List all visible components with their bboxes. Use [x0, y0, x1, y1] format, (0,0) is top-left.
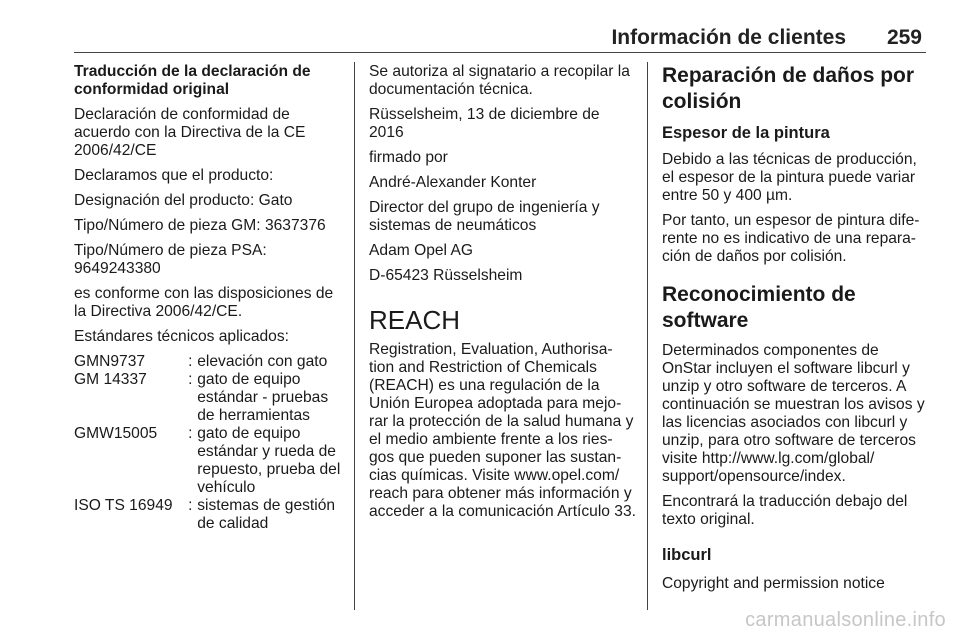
column-left: [74, 63, 346, 533]
standard-description: sistemas de gestión de calidad: [197, 497, 336, 532]
declaration-heading: Traducción de la declaración de conformidad original: [74, 63, 311, 98]
table-row: [74, 497, 346, 533]
paragraph: Se autoriza al signatario a recopilar la documentación técnica.: [369, 63, 630, 98]
column-divider-2: [647, 62, 648, 610]
reach-heading: REACH: [369, 305, 461, 335]
page-header: [74, 14, 926, 52]
column-middle: [369, 63, 637, 528]
separator: :: [188, 371, 193, 388]
column-right: [662, 63, 932, 600]
reach-paragraph: Registration, Evaluation, Authorisa- tion and Restriction of Chemicals (REACH) es una regulación de la Unión Europea adoptada para mejo- rar la protección de la salud humana y el medio ambiente frente a los ries- gos que pueden suponer las sustan- cias químicas. Visite www.opel.com/ reach para obtener más información y acceder a la comunicación Artículo 33.: [369, 341, 636, 520]
table-row: [74, 425, 346, 497]
paragraph: Copyright and permission notice: [662, 575, 885, 592]
company-address: D-65423 Rüsselsheim: [369, 267, 523, 284]
paragraph: es conforme con las disposiciones de la Directiva 2006/42/CE.: [74, 285, 334, 320]
paragraph: Director del grupo de ingeniería y sistemas de neumáticos: [369, 199, 600, 234]
paragraph: Estándares técnicos aplicados:: [74, 328, 289, 345]
paragraph: Encontrará la traducción debajo del texto original.: [662, 493, 908, 528]
standards-table: [74, 353, 346, 533]
standard-code: GMW15005: [74, 425, 158, 442]
libcurl-heading: libcurl: [662, 546, 712, 564]
page-number: 259: [886, 26, 922, 49]
paint-thickness-heading: Espesor de la pintura: [662, 124, 830, 142]
standard-code: GMN9737: [74, 353, 146, 370]
separator: :: [188, 353, 193, 370]
header-rule: [74, 52, 926, 53]
column-divider-1: [354, 62, 355, 610]
signatory-name: André-Alexander Konter: [369, 174, 537, 191]
paragraph: Tipo/Número de pieza PSA: 9649243380: [74, 242, 267, 277]
paragraph: firmado por: [369, 149, 448, 166]
watermark: carmanualsonline.info: [745, 609, 946, 631]
paragraph: Rüsselsheim, 13 de diciembre de 2016: [369, 106, 600, 141]
paragraph: Tipo/Número de pieza GM: 3637376: [74, 217, 326, 234]
standard-description: elevación con gato: [197, 353, 328, 370]
separator: :: [188, 497, 193, 514]
standard-code: ISO TS 16949: [74, 497, 173, 514]
separator: :: [188, 425, 193, 442]
paragraph: Designación del producto: Gato: [74, 192, 293, 209]
company-name: Adam Opel AG: [369, 242, 474, 259]
software-acknowledgement-heading: Reconocimiento de software: [662, 283, 856, 332]
collision-repair-heading: Reparación de daños por colisión: [662, 64, 915, 113]
standard-code: GM 14337: [74, 371, 147, 388]
table-row: [74, 353, 346, 371]
paragraph: Declaramos que el producto:: [74, 167, 274, 184]
standard-description: gato de equipo estándar y rueda de repuesto, prueba del vehículo: [197, 425, 341, 496]
running-title: Información de clientes: [611, 26, 846, 49]
paragraph: Declaración de conformidad de acuerdo con la Directiva de la CE 2006/42/CE: [74, 106, 306, 159]
paragraph: Debido a las técnicas de producción, el espesor de la pintura puede variar entre 50 y 400 µm.: [662, 151, 917, 204]
standard-description: gato de equipo estándar - pruebas de herramientas: [197, 371, 329, 424]
table-row: [74, 371, 346, 425]
paragraph: Determinados componentes de OnStar incluyen el software libcurl y unzip y otro software de terceros. A continuación se muestran los avisos y las licencias asociados con libcurl y unzip, para otro software de terceros visite http://www.lg.com/global/ support/opensource/index.: [662, 342, 925, 485]
paragraph: Por tanto, un espesor de pintura dife- rente no es indicativo de una repara- ción de daños por colisión.: [662, 212, 920, 265]
